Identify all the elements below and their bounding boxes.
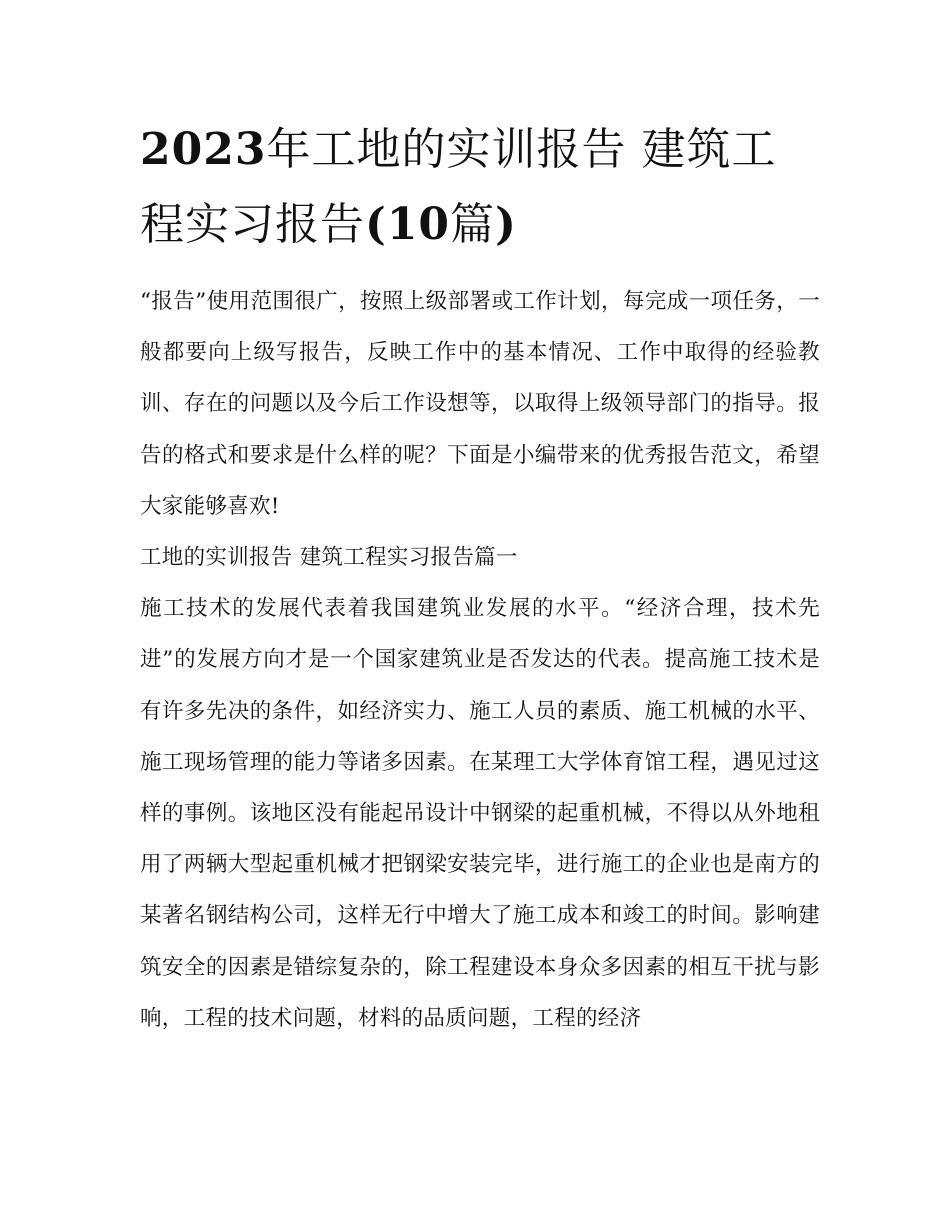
document-title: 2023年工地的实训报告 建筑工程实习报告(10篇) bbox=[140, 124, 777, 250]
document-body bbox=[140, 276, 820, 1044]
body-paragraph: 施工技术的发展代表着我国建筑业发展的水平。“经济合理，技术先进”的发展方向才是一个国家建筑业是否发达的代表。提高施工技术是有许多先决的条件，如经济实力、施工人员的素质、施工机械的水平、施工现场管理的能力等诸多因素。在某理工大学体育馆工程，遇见过这样的事例。该地区没有能起吊设计中钢梁的起重机械，不得以从外地租用了两辆大型起重机械才把钢梁安装完毕，进行施工的企业也是南方的某著名钢结构公司，这样无行中增大了施工成本和竣工的时间。影响建筑安全的因素是错综复杂的，除工程建设本身众多因素的相互干扰与影响，工程的技术问题，材料的品质问题，工程的经济 bbox=[140, 596, 820, 1031]
section-heading: 工地的实训报告 建筑工程实习报告篇一 bbox=[140, 545, 518, 571]
intro-paragraph: “报告”使用范围很广，按照上级部署或工作计划，每完成一项任务，一般都要向上级写报告，反映工作中的基本情况、工作中取得的经验教训、存在的问题以及今后工作设想等，以取得上级领导部门的指导。报告的格式和要求是什么样的呢？下面是小编带来的优秀报告范文，希望大家能够喜欢! bbox=[140, 289, 820, 519]
